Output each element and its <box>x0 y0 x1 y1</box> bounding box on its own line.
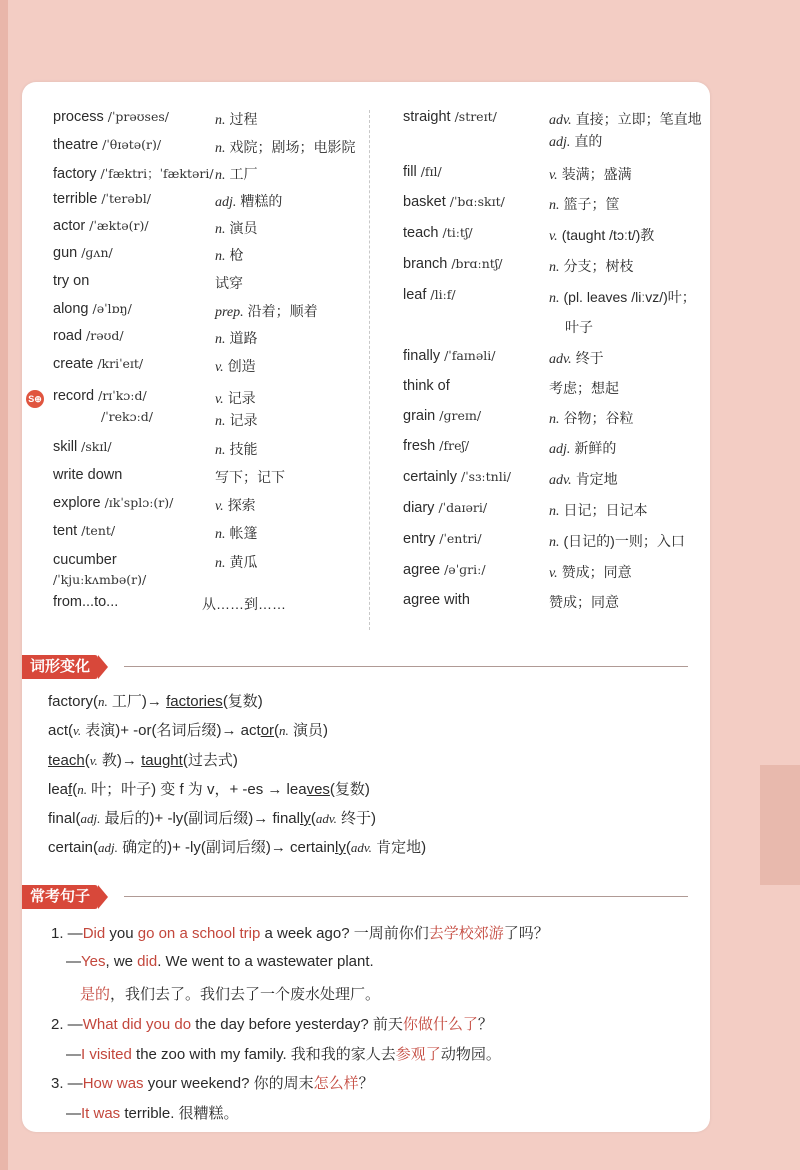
text-run: 终于) <box>336 810 377 827</box>
word-form-line <box>48 690 263 711</box>
meaning-text: 分支；树枝 <box>563 258 634 274</box>
vocab-phonetic: /rəʊd/ <box>86 328 124 343</box>
vocab-meaning <box>215 552 258 572</box>
sentences-title: 常考句子 <box>22 885 98 909</box>
text-run: adv. <box>315 811 337 826</box>
meaning-text: 篮子；筐 <box>563 196 620 212</box>
part-of-speech: adj. <box>215 195 237 210</box>
sentence-line <box>51 1013 493 1034</box>
vocab-word: certainly <box>403 469 457 485</box>
text-run: final( <box>48 810 81 827</box>
part-of-speech: n. <box>549 504 560 519</box>
part-of-speech: v. <box>215 360 224 375</box>
text-run: 怎么样 <box>313 1075 359 1092</box>
part-of-speech: n. <box>549 412 560 427</box>
vocab-entry <box>403 256 502 272</box>
vocab-entry <box>403 531 482 547</box>
vocab-word: tent <box>53 523 78 539</box>
meaning-text: 沿着；顺着 <box>247 303 318 319</box>
word-form-line <box>48 807 376 828</box>
vocab-phonetic: /əˈlɒŋ/ <box>92 301 132 316</box>
text-run: 2. — <box>51 1016 83 1033</box>
text-run: or <box>260 722 275 739</box>
vocab-entry <box>403 592 470 608</box>
text-run: ( <box>274 722 280 739</box>
text-run: 表演)+ -or(名词后缀)→ <box>81 722 241 739</box>
vocab-entry <box>53 273 89 289</box>
meaning-text: 直接；立即；笔直地 <box>575 111 702 127</box>
vocab-word: think of <box>403 378 450 394</box>
text-run: 参观了 <box>395 1046 441 1063</box>
text-run: — <box>66 1046 81 1063</box>
section-rule <box>124 666 688 667</box>
meaning-text: 考虑；想起 <box>549 380 619 396</box>
vocab-entry <box>403 378 450 394</box>
text-run: ly <box>335 839 346 856</box>
text-run: Did <box>82 925 106 942</box>
part-of-speech: n. <box>549 535 560 550</box>
vocab-meaning <box>215 523 258 543</box>
meaning-text: 赞成；同意 <box>549 594 619 610</box>
text-run: 3. — <box>51 1075 83 1092</box>
vocab-phonetic: /liːf/ <box>430 287 456 302</box>
vocab-meaning <box>215 439 258 459</box>
vocab-word: skill <box>53 439 78 455</box>
text-run: ( <box>84 752 90 769</box>
meaning-text: 肯定地 <box>575 471 618 487</box>
vocab-word: from...to... <box>53 594 119 610</box>
text-run: v. <box>89 753 98 768</box>
vocab-word: along <box>53 301 89 317</box>
meaning-text: 从……到…… <box>202 596 286 612</box>
text-run: Yes <box>81 953 106 970</box>
text-run: 去学校郊游 <box>428 925 504 942</box>
text-run: ( <box>310 810 316 827</box>
vocab-phonetic: /əˈɡriː/ <box>444 562 486 577</box>
vocab-entry <box>403 164 442 180</box>
part-of-speech: n. <box>215 222 226 237</box>
vocab-meaning <box>549 348 604 368</box>
part-of-speech: adv. <box>549 352 572 367</box>
vocab-meaning <box>215 164 258 184</box>
vocab-word: cucumber <box>53 552 117 568</box>
vocab-entry <box>53 552 147 587</box>
vocab-meaning <box>549 287 696 307</box>
text-run: n. <box>279 723 289 738</box>
vocab-entry <box>53 164 214 182</box>
meaning-text: 记录 <box>229 412 258 428</box>
vocab-meaning <box>215 191 282 211</box>
vocab-meaning <box>549 438 616 458</box>
part-of-speech: v. <box>549 168 558 183</box>
part-of-speech: n. <box>215 414 226 429</box>
meaning-text: 黄瓜 <box>229 554 258 570</box>
text-run: act( <box>48 722 74 739</box>
meaning-text: 戏院；剧场；电影院 <box>229 139 356 155</box>
text-run: the zoo with my family. 我和我的家人去 <box>131 1046 396 1063</box>
vocab-word: basket <box>403 194 446 210</box>
vocab-entry <box>53 356 143 372</box>
meaning-text: 试穿 <box>215 275 243 291</box>
text-run: adj. <box>98 840 118 855</box>
vocab-entry <box>53 137 161 153</box>
vocab-entry <box>403 194 505 210</box>
vocab-phonetic: /fɪl/ <box>420 164 442 179</box>
vocab-word: teach <box>403 225 439 241</box>
vocab-meaning <box>202 594 286 614</box>
text-run: 动物园。 <box>440 1046 501 1063</box>
text-run: adj. <box>80 811 101 826</box>
vocab-entry <box>403 438 469 454</box>
vocab-word: try on <box>53 273 90 289</box>
vocab-meaning <box>549 194 620 214</box>
text-run: 确定的)+ -ly(副词后缀)→ certain <box>117 839 336 856</box>
text-run: factory <box>48 693 94 710</box>
vocab-word: diary <box>403 500 435 516</box>
sentence-line <box>80 983 380 1004</box>
vocab-word: write down <box>53 467 123 483</box>
meaning-text: 探索 <box>227 497 256 513</box>
text-run: . We went to a wastewater plant. <box>157 953 374 970</box>
vocab-entry <box>403 109 497 125</box>
vocab-meaning <box>549 592 619 612</box>
vocab-meaning <box>215 356 256 376</box>
side-tab <box>760 765 800 885</box>
part-of-speech: adj. <box>549 442 571 457</box>
text-run: act <box>240 722 261 739</box>
vocab-meaning <box>215 301 318 321</box>
text-run: ( <box>93 693 99 710</box>
vocab-meaning-secondary <box>215 410 258 430</box>
vocab-word: fill <box>403 164 417 180</box>
sentence-line <box>51 1072 374 1093</box>
vocab-phonetic: /ɡreɪn/ <box>439 408 482 423</box>
vocab-word: terrible <box>53 191 98 207</box>
text-run: 叶；叶子) 变 f 为 v，+ -es → lea <box>86 781 307 798</box>
vocab-word: agree <box>403 562 441 578</box>
meaning-text: 日记；日记本 <box>563 502 648 518</box>
part-of-speech: adv. <box>549 473 572 488</box>
meaning-text: 创造 <box>227 358 256 374</box>
part-of-speech: n. <box>215 249 226 264</box>
vocab-meaning <box>549 562 632 582</box>
text-run: ( <box>72 781 78 798</box>
text-run: your weekend? 你的周末 <box>143 1075 314 1092</box>
vocab-entry <box>403 348 495 364</box>
sentences-header <box>22 885 710 909</box>
vocab-phonetic: /ˈkjuːkʌmbə(r)/ <box>53 572 147 587</box>
part-of-speech: adv. <box>549 113 572 128</box>
vocab-entry <box>403 225 473 241</box>
text-run: How was <box>82 1075 144 1092</box>
vocab-word: leaf <box>403 287 427 303</box>
vocab-entry <box>53 388 147 404</box>
text-run: 工厂)→ <box>107 693 167 710</box>
meaning-text: 新鲜的 <box>574 440 617 456</box>
text-run: ？ <box>358 1075 374 1092</box>
vocab-meaning <box>215 245 244 265</box>
word-form-line <box>48 836 426 857</box>
part-of-speech: adj. <box>549 135 571 150</box>
meaning-text: 道路 <box>229 330 258 346</box>
column-divider <box>369 110 370 630</box>
text-run: What did you do <box>82 1016 192 1033</box>
text-run: teach <box>48 752 85 769</box>
part-of-speech: n. <box>549 291 560 306</box>
text-run: a week ago? 一周前你们 <box>260 925 429 942</box>
vocab-entry <box>403 469 511 485</box>
vocab-entry <box>403 562 486 578</box>
meaning-text: 记录 <box>227 390 256 406</box>
speaker-badge-icon: S⊕ <box>26 390 44 408</box>
sentence-line <box>66 1102 239 1123</box>
vocab-phonetic: /ˈterəbl/ <box>101 191 151 206</box>
text-run: I visited <box>81 1046 132 1063</box>
vocab-meaning <box>549 378 619 398</box>
part-of-speech: n. <box>215 332 226 347</box>
text-run: 了吗？ <box>503 925 549 942</box>
vocab-word: grain <box>403 408 436 424</box>
vocab-word: gun <box>53 245 78 261</box>
vocab-meaning <box>549 500 648 520</box>
vocab-entry <box>53 301 132 317</box>
word-forms-title: 词形变化 <box>22 655 98 679</box>
vocab-phonetic: /freʃ/ <box>439 438 470 453</box>
text-run: n. <box>77 782 87 797</box>
meaning-text: 赞成；同意 <box>561 564 632 580</box>
sentence-line <box>66 953 374 970</box>
vocab-phonetic: /ˈbɑːskɪt/ <box>449 194 505 209</box>
vocab-meaning <box>549 408 634 428</box>
vocab-entry <box>53 218 149 234</box>
vocab-phonetic: /ˈθɪətə(r)/ <box>102 137 162 152</box>
meaning-text: 技能 <box>229 441 258 457</box>
part-of-speech: v. <box>215 392 224 407</box>
section-rule <box>124 896 688 897</box>
text-run: you <box>105 925 138 942</box>
meaning-text: 过程 <box>229 111 258 127</box>
part-of-speech: n. <box>549 260 560 275</box>
vocab-meaning-secondary <box>549 131 602 151</box>
vocab-word: actor <box>53 218 86 234</box>
vocab-word: theatre <box>53 137 99 153</box>
meaning-text: 谷物；谷粒 <box>563 410 634 426</box>
text-run: terrible. 很糟糕。 <box>120 1105 239 1122</box>
vocab-entry <box>53 439 112 455</box>
text-run: certain( <box>48 839 99 856</box>
vocab-meaning <box>549 164 632 184</box>
text-run: ( <box>345 839 351 856</box>
text-run: adv. <box>350 840 372 855</box>
vocab-entry <box>403 408 481 424</box>
vocab-meaning <box>549 531 685 551</box>
meaning-text: 直的 <box>574 133 603 149</box>
vocab-word: fresh <box>403 438 436 454</box>
vocab-meaning <box>215 109 258 129</box>
sentence-line <box>51 922 549 943</box>
vocab-entry <box>53 594 118 610</box>
vocab-meaning <box>215 495 256 515</box>
vocab-phonetic: /ˈrekɔːd/ <box>101 409 154 424</box>
text-run: ，我们去了。我们去了一个废水处理厂。 <box>110 986 381 1003</box>
meaning-text: 帐篷 <box>229 525 258 541</box>
vocab-entry <box>53 467 122 483</box>
text-run: taught <box>141 752 183 769</box>
meaning-text: 叶子 <box>565 319 593 335</box>
text-run: go on a school trip <box>137 925 261 942</box>
text-run: ？ <box>477 1016 493 1033</box>
vocab-phonetic: /kriˈeɪt/ <box>97 356 144 371</box>
vocab-phonetic: /tent/ <box>81 523 116 538</box>
vocab-word: road <box>53 328 83 344</box>
vocab-meaning <box>549 469 618 489</box>
text-run: f <box>68 781 73 798</box>
vocab-phonetic: /rɪˈkɔːd/ <box>98 388 147 403</box>
word-form-line <box>48 749 238 770</box>
text-run: n. <box>98 694 108 709</box>
part-of-speech: n. <box>215 556 226 571</box>
vocab-phonetic: /ˈentri/ <box>439 531 482 546</box>
word-form-line <box>48 778 370 799</box>
vocab-entry <box>53 523 115 539</box>
text-run: v. <box>73 723 82 738</box>
meaning-text: 工厂 <box>229 166 258 182</box>
word-forms-header <box>22 655 710 679</box>
vocab-meaning <box>549 109 702 129</box>
text-run: factories <box>166 693 223 710</box>
part-of-speech: n. <box>215 113 226 128</box>
text-run: It was <box>81 1105 121 1122</box>
text-run: ly <box>299 810 311 827</box>
vocab-phonetic: /ɡʌn/ <box>81 245 113 260</box>
vocab-meaning <box>215 137 356 157</box>
textbook-page <box>22 82 710 1132</box>
text-run: — <box>66 953 81 970</box>
vocab-phonetic: /skɪl/ <box>81 439 112 454</box>
text-run: did <box>137 953 158 970</box>
vocab-phonetic: /streɪt/ <box>454 109 497 124</box>
word-form-line <box>48 719 328 740</box>
vocab-meaning <box>215 328 258 348</box>
sentence-line <box>66 1043 501 1064</box>
meaning-text: 写下；记下 <box>215 469 285 485</box>
meaning-text: (pl. leaves /liːvz/)叶； <box>563 289 696 305</box>
vocab-entry <box>53 245 113 261</box>
vocab-phonetic: /ɪkˈsplɔː(r)/ <box>104 495 174 510</box>
text-run: 是的 <box>80 986 111 1003</box>
text-run: ves <box>306 781 330 798</box>
part-of-speech: n. <box>215 168 226 183</box>
vocab-word: explore <box>53 495 101 511</box>
vocab-phonetic: /ˈæktə(r)/ <box>89 218 149 233</box>
part-of-speech: prep. <box>215 305 244 320</box>
part-of-speech: v. <box>215 499 224 514</box>
vocab-phonetic: /ˈprəʊses/ <box>107 109 169 124</box>
vocab-entry <box>403 500 487 516</box>
vocab-entry <box>53 191 151 207</box>
vocab-word: agree with <box>403 592 470 608</box>
vocab-word: finally <box>403 348 441 364</box>
meaning-text: 装满；盛满 <box>561 166 632 182</box>
text-run: , we <box>105 953 138 970</box>
vocab-entry <box>53 328 124 344</box>
vocab-entry <box>53 495 173 511</box>
vocab-word: branch <box>403 256 448 272</box>
vocab-entry <box>403 287 456 303</box>
vocab-phonetic: /ˈdaɪəri/ <box>438 500 488 515</box>
vocab-meaning <box>215 467 285 487</box>
vocab-phonetic: /ˈsɜːtnli/ <box>461 469 511 484</box>
vocab-phonetic: /brɑːntʃ/ <box>451 256 503 271</box>
text-run: lea <box>48 781 69 798</box>
vocab-phonetic: /ˈfæktri；ˈfæktəri/ <box>100 166 214 181</box>
vocab-phonetic-secondary <box>101 409 153 425</box>
meaning-text: 终于 <box>575 350 604 366</box>
vocab-meaning <box>549 225 654 245</box>
text-run: — <box>66 1105 81 1122</box>
vocab-word: create <box>53 356 94 372</box>
vocab-word: factory <box>53 166 97 182</box>
vocab-phonetic: /tiːtʃ/ <box>442 225 473 240</box>
vocab-word: process <box>53 109 104 125</box>
text-run: (复数) <box>329 781 370 798</box>
meaning-text: (日记的)一则；入口 <box>563 533 685 549</box>
vocab-entry <box>53 109 169 125</box>
meaning-text: 糟糕的 <box>240 193 283 209</box>
part-of-speech: v. <box>549 566 558 581</box>
text-run: 教)→ <box>97 752 142 769</box>
text-run: 1. — <box>51 925 83 942</box>
vocab-phonetic: /ˈfaɪnəli/ <box>444 348 496 363</box>
vocab-meaning-continued <box>565 317 593 337</box>
text-run: (复数) <box>222 693 263 710</box>
text-run: 演员) <box>288 722 328 739</box>
text-run: 你做什么了 <box>402 1016 478 1033</box>
vocabulary-table <box>22 82 710 642</box>
part-of-speech: v. <box>549 229 558 244</box>
vocab-meaning <box>549 256 634 276</box>
vocab-meaning <box>215 388 256 408</box>
text-run: 最后的)+ -ly(副词后缀)→ final <box>100 810 300 827</box>
vocab-word: straight <box>403 109 451 125</box>
vocab-word: entry <box>403 531 436 547</box>
meaning-text: 枪 <box>229 247 244 263</box>
part-of-speech: n. <box>215 527 226 542</box>
part-of-speech: n. <box>215 443 226 458</box>
text-run: (过去式) <box>182 752 238 769</box>
meaning-text: 演员 <box>229 220 258 236</box>
part-of-speech: n. <box>215 141 226 156</box>
text-run: the day before yesterday? 前天 <box>191 1016 403 1033</box>
text-run: 肯定地) <box>371 839 427 856</box>
part-of-speech: n. <box>549 198 560 213</box>
page-edge <box>0 0 8 1170</box>
vocab-meaning <box>215 218 258 238</box>
vocab-word: record <box>53 388 95 404</box>
vocab-meaning <box>215 273 243 293</box>
meaning-text: (taught /tɔːt/)教 <box>561 227 655 243</box>
